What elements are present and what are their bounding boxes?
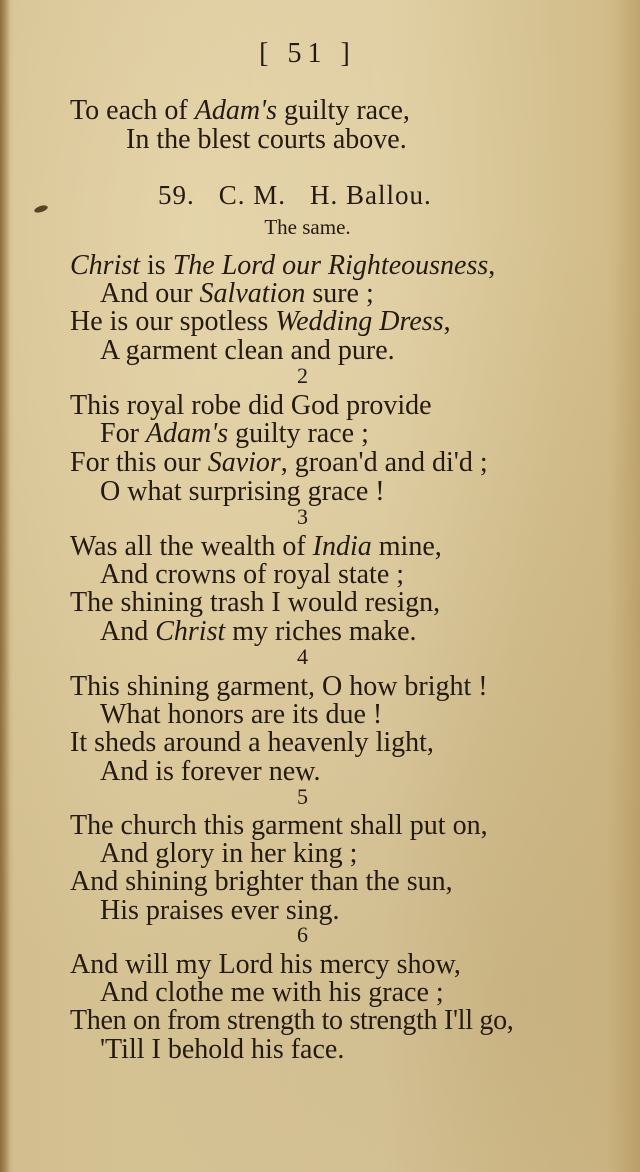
stanza-number-6: 6 <box>297 922 308 947</box>
stanza6-line-1: And will my Lord his mercy show, <box>70 949 461 980</box>
stanza-number-3: 3 <box>297 504 308 529</box>
stanza4-line-3: It sheds around a heavenly light, <box>70 727 434 758</box>
hymn-subtitle: The same. <box>264 215 351 239</box>
stanza6-line-4: 'Till I behold his face. <box>100 1034 345 1065</box>
page-number: [ 51 ] <box>259 38 356 69</box>
hymn-author: H. Ballou. <box>310 180 432 210</box>
stanza5-line-1: The church this garment shall put on, <box>70 810 488 841</box>
stanza3-line-4: And Christ my riches make. <box>100 616 417 647</box>
stanza3-line-1: Was all the wealth of India mine, <box>70 531 442 562</box>
stanza3-line-3: The shining trash I would resign, <box>70 587 441 618</box>
stanza2-line-3: For this our Savior, groan'd and di'd ; <box>70 447 488 478</box>
stanza-number-4: 4 <box>297 644 308 669</box>
intro-line-2: In the blest courts above. <box>126 124 407 155</box>
stanza1-line-2: And our Salvation sure ; <box>100 278 374 309</box>
stanza6-line-2: And clothe me with his grace ; <box>100 977 444 1008</box>
stanza6-line-3: Then on from strength to strength I'll go, <box>70 1005 514 1036</box>
stanza2-line-1: This royal robe did God provide <box>70 390 432 421</box>
stanza-number-2: 2 <box>297 363 308 388</box>
stanza5-line-2: And glory in her king ; <box>100 838 358 869</box>
page-spine-shadow <box>0 0 10 1172</box>
hymn-header <box>158 180 432 211</box>
hymn-number: 59. <box>158 180 195 210</box>
stanza2-line-4: O what surprising grace ! <box>100 476 385 507</box>
hymn-meter: C. M. <box>218 180 287 210</box>
ink-speck <box>33 204 48 214</box>
intro-line-1: To each of Adam's guilty race, <box>70 95 410 126</box>
stanza4-line-2: What honors are its due ! <box>100 699 383 730</box>
stanza3-line-2: And crowns of royal state ; <box>100 559 405 590</box>
stanza1-line-3: He is our spotless Wedding Dress, <box>70 306 451 337</box>
stanza1-line-4: A garment clean and pure. <box>100 335 395 366</box>
stanza5-line-3: And shining brighter than the sun, <box>70 866 453 897</box>
stanza4-line-4: And is forever new. <box>100 756 321 787</box>
stanza5-line-4: His praises ever sing. <box>100 895 340 926</box>
stanza4-line-1: This shining garment, O how bright ! <box>70 671 488 702</box>
stanza1-line-1: Christ is The Lord our Righteousness, <box>70 250 496 281</box>
stanza-number-5: 5 <box>297 784 308 809</box>
stanza2-line-2: For Adam's guilty race ; <box>100 418 369 449</box>
